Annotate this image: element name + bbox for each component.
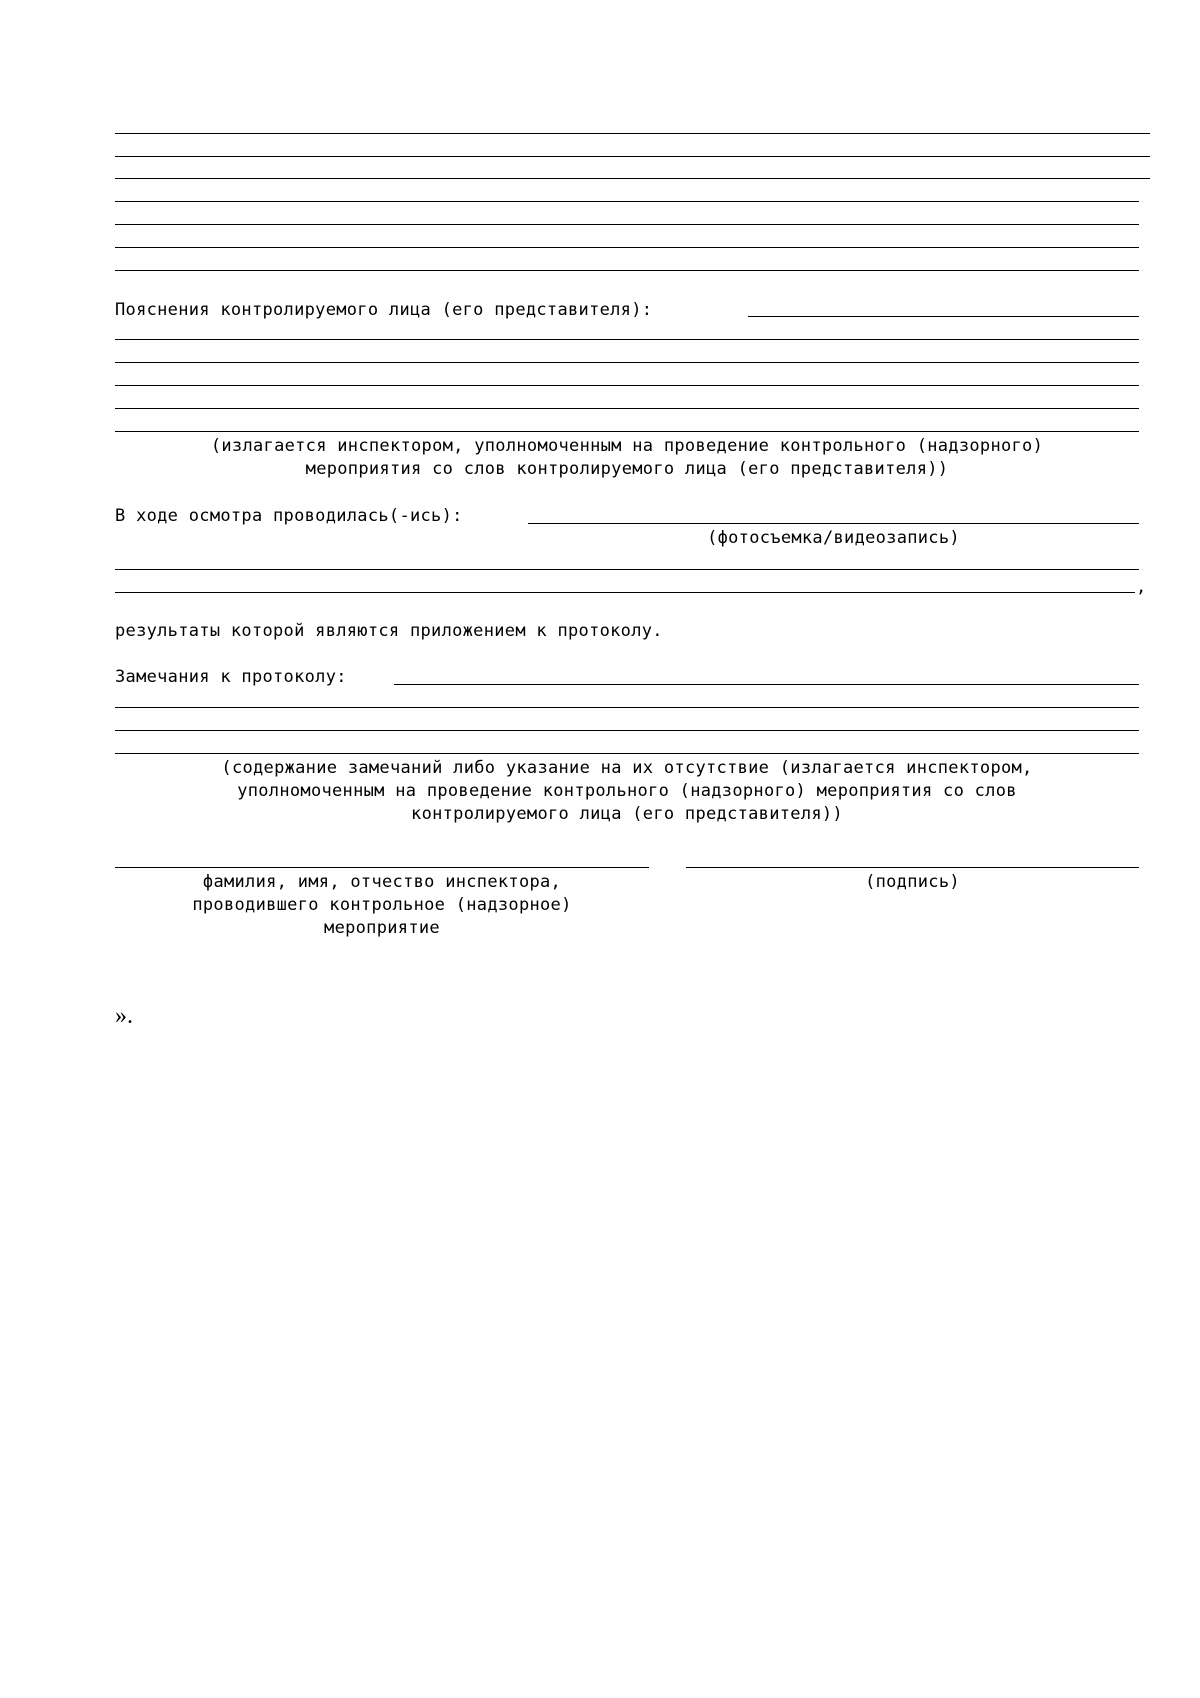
- remarks-label: Замечания к протоколу:: [115, 667, 347, 687]
- inspector-caption: мероприятие: [324, 918, 440, 938]
- blank-line: [115, 247, 1139, 248]
- explanations-input-line[interactable]: [748, 316, 1139, 317]
- blank-line: [115, 431, 1139, 432]
- explanations-caption: (излагается инспектором, уполномоченным на проведение контрольного (надзорного): [210, 436, 1044, 456]
- inspection-label: В ходе осмотра проводилась(-ись):: [115, 506, 463, 526]
- signature-line[interactable]: [686, 867, 1139, 868]
- inspector-caption: фамилия, имя, отчество инспектора,: [202, 872, 562, 892]
- explanations-label: Пояснения контролируемого лица (его представителя):: [115, 300, 653, 320]
- remarks-caption: контролируемого лица (его представителя)): [411, 804, 843, 824]
- remarks-caption: (содержание замечаний либо указание на их отсутствие (излагается инспектором,: [221, 758, 1033, 778]
- inspection-caption: (фотосъемка/видеозапись): [707, 528, 960, 548]
- remarks-input-line[interactable]: [394, 684, 1139, 685]
- blank-line: [115, 569, 1139, 570]
- blank-line: [115, 178, 1150, 179]
- blank-line: [115, 385, 1139, 386]
- remarks-caption: уполномоченным на проведение контрольного (надзорного) мероприятия со слов: [237, 781, 1017, 801]
- blank-line: [115, 201, 1139, 202]
- explanations-caption: мероприятия со слов контролируемого лица (его представителя)): [305, 459, 949, 479]
- inspector-name-line[interactable]: [115, 867, 649, 868]
- blank-line: [115, 707, 1139, 708]
- blank-line: [115, 753, 1139, 754]
- inspection-input-line[interactable]: [528, 523, 1139, 524]
- inspector-caption: проводившего контрольное (надзорное): [192, 895, 572, 915]
- blank-line: [115, 730, 1139, 731]
- blank-line: [115, 339, 1139, 340]
- closing-quote: ».: [115, 1003, 133, 1029]
- blank-line: [115, 362, 1139, 363]
- results-text: результаты которой являются приложением к протоколу.: [115, 621, 663, 641]
- blank-line: [115, 592, 1135, 593]
- comma-mark: ,: [1136, 577, 1147, 597]
- blank-line: [115, 224, 1139, 225]
- blank-line: [115, 133, 1150, 134]
- signature-caption: (подпись): [865, 872, 960, 892]
- blank-line: [115, 408, 1139, 409]
- blank-line: [115, 270, 1139, 271]
- blank-line: [115, 156, 1150, 157]
